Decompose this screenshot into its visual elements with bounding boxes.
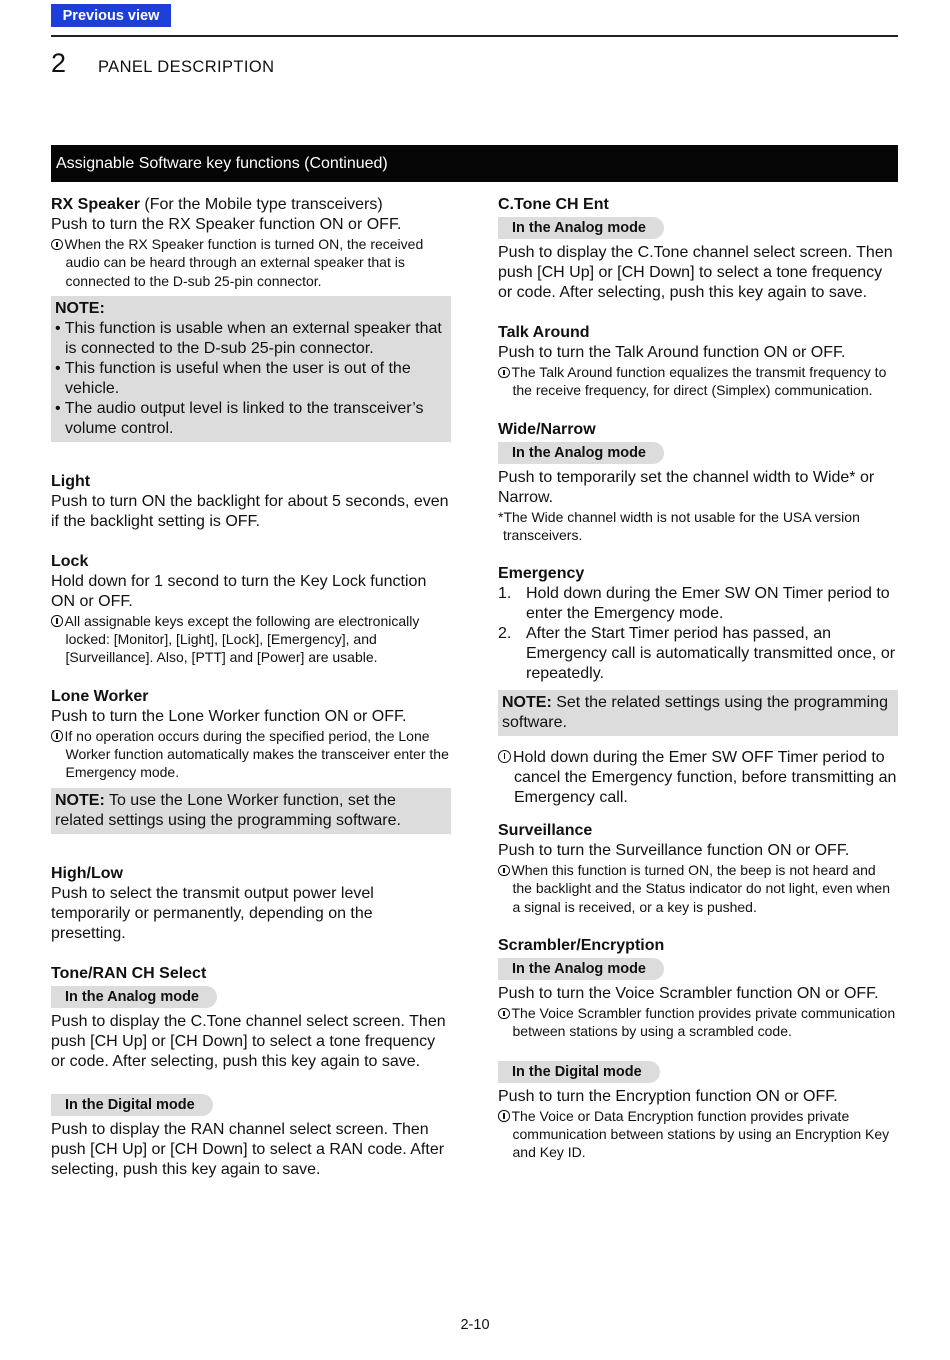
digital-mode-label: In the Digital mode (498, 1061, 660, 1083)
talk-around-info: The Talk Around function equalizes the transmit frequency to the receive frequency, for direct (Simplex) communication. (498, 363, 898, 400)
analog-mode-label: In the Analog mode (51, 986, 217, 1008)
note-item: • This function is useful when the user is out of the vehicle. (55, 359, 411, 397)
wide-narrow-entry (498, 420, 898, 545)
page-number: 2-10 (460, 1317, 490, 1333)
lock-title: Lock (51, 552, 89, 570)
scrambler-analog-info: The Voice Scrambler function provides private communication between stations by using a scrambled code. (498, 1004, 898, 1041)
surveillance-title: Surveillance (498, 822, 593, 840)
emergency-step: 1. Hold down during the Emer SW ON Timer period to enter the Emergency mode. (498, 585, 890, 623)
scrambler-entry (498, 936, 898, 1161)
left-column (51, 195, 451, 1180)
lone-worker-entry (51, 687, 451, 834)
section-title: Assignable Software key functions (Continued) (56, 154, 388, 172)
emergency-title: Emergency (498, 565, 585, 583)
talk-around-desc: Push to turn the Talk Around function ON or OFF. (498, 344, 846, 361)
info-icon (498, 1110, 510, 1122)
chapter-title: PANEL DESCRIPTION (98, 58, 275, 76)
info-icon (498, 1008, 510, 1020)
info-icon (51, 239, 63, 251)
analog-mode-label: In the Analog mode (498, 442, 664, 464)
scrambler-analog-desc: Push to turn the Voice Scrambler function ON or OFF. (498, 985, 879, 1003)
tone-ran-entry (51, 964, 451, 1180)
tone-ran-analog-desc: Push to display the C.Tone channel select screen. Then push [CH Up] or [CH Down] to select a tone frequency or code. After selecting, push this key again to save. (51, 1012, 446, 1070)
wide-narrow-desc: Push to temporarily set the channel width to Wide* or Narrow. (498, 468, 875, 506)
surveillance-entry (498, 821, 898, 916)
note-label: NOTE: (502, 694, 552, 712)
info-icon (498, 750, 511, 763)
emergency-note: NOTE: Set the related settings using the programming software. (498, 690, 898, 736)
wide-narrow-footnote: *The Wide channel width is not usable for the USA version transceivers. (498, 508, 860, 543)
scrambler-title: Scrambler/Encryption (498, 937, 665, 955)
previous-view-button[interactable]: Previous view (51, 4, 171, 27)
analog-mode-label: In the Analog mode (498, 958, 664, 980)
info-icon (498, 865, 510, 877)
note-label: NOTE: (55, 791, 105, 809)
light-desc: Push to turn ON the backlight for about 5 seconds, even if the backlight setting is OFF. (51, 492, 449, 530)
surveillance-desc: Push to turn the Surveillance function ON or OFF. (498, 842, 850, 860)
lone-worker-info: If no operation occurs during the specified period, the Lone Worker function automatically makes the transceiver enter the Emergency mode. (51, 727, 451, 782)
emergency-entry (498, 564, 898, 808)
right-column (498, 195, 898, 1162)
high-low-entry (51, 864, 451, 944)
note-item: • This function is usable when an external speaker that is connected to the D-sub 25-pin connector. (55, 319, 442, 357)
emergency-info: Hold down during the Emer SW OFF Timer period to cancel the Emergency function, before transmitting an Emergency call. (498, 748, 898, 808)
tone-ran-title: Tone/RAN CH Select (51, 964, 207, 982)
rx-speaker-entry (51, 195, 451, 442)
rx-speaker-info: When the RX Speaker function is turned ON, the received audio can be heard through an external speaker that is connected to the D-sub 25-pin connector. (51, 235, 451, 290)
ctone-entry (498, 195, 898, 303)
light-title: Light (51, 472, 91, 490)
section-title-bar (51, 145, 898, 182)
info-icon (51, 615, 63, 627)
rx-speaker-note (51, 296, 451, 442)
tone-ran-digital-desc: Push to display the RAN channel select screen. Then push [CH Up] or [CH Down] to select a RAN code. After selecting, push this key again to save. (51, 1120, 445, 1178)
talk-around-title: Talk Around (498, 324, 590, 341)
lock-desc: Hold down for 1 second to turn the Key Lock function ON or OFF. (51, 572, 427, 610)
scrambler-digital-desc: Push to turn the Encryption function ON or OFF. (498, 1087, 838, 1105)
ctone-desc: Push to display the C.Tone channel select screen. Then push [CH Up] or [CH Down] to select a tone frequency or code. After selecting, push this key again to save. (498, 244, 893, 301)
lone-worker-desc: Push to turn the Lone Worker function ON or OFF. (51, 707, 407, 725)
lone-worker-title: Lone Worker (51, 687, 149, 705)
lock-entry (51, 552, 451, 667)
info-icon (51, 730, 63, 742)
ctone-title: C.Tone CH Ent (498, 196, 609, 213)
lone-worker-note: NOTE: To use the Lone Worker function, set the related settings using the programming software. (51, 788, 451, 834)
rx-speaker-subtitle: (For the Mobile type transceivers) (139, 196, 383, 213)
note-item: • The audio output level is linked to the transceiver’s volume control. (55, 399, 424, 437)
lock-info: All assignable keys except the following are electronically locked: [Monitor], [Light], [Lock], [Emergency], and [Surveillance]. Also, [PTT] and [Power] are usable. (51, 612, 451, 667)
emergency-step: 2. After the Start Timer period has passed, an Emergency call is automatically transmitted once, or repeatedly. (498, 625, 896, 683)
info-icon (498, 367, 510, 379)
wide-narrow-title: Wide/Narrow (498, 420, 596, 438)
note-label: NOTE: (55, 299, 105, 317)
high-low-desc: Push to select the transmit output power level temporarily or permanently, depending on the presetting. (51, 884, 374, 942)
rx-speaker-desc: Push to turn the RX Speaker function ON or OFF. (51, 216, 402, 233)
scrambler-digital-info: The Voice or Data Encryption function provides private communication between stations by using an Encryption Key and Key ID. (498, 1107, 898, 1162)
analog-mode-label: In the Analog mode (498, 217, 664, 239)
surveillance-info: When this function is turned ON, the beep is not heard and the backlight and the Status indicator do not light, even when a signal is received, or a key is pushed. (498, 861, 898, 916)
emergency-steps (498, 584, 898, 684)
talk-around-entry (498, 323, 898, 400)
rx-speaker-title: RX Speaker (For the Mobile type transceivers) (51, 196, 383, 213)
digital-mode-label: In the Digital mode (51, 1094, 213, 1116)
light-entry (51, 472, 451, 532)
header-rule (51, 35, 898, 37)
high-low-title: High/Low (51, 864, 123, 882)
chapter-number: 2 (51, 48, 67, 78)
